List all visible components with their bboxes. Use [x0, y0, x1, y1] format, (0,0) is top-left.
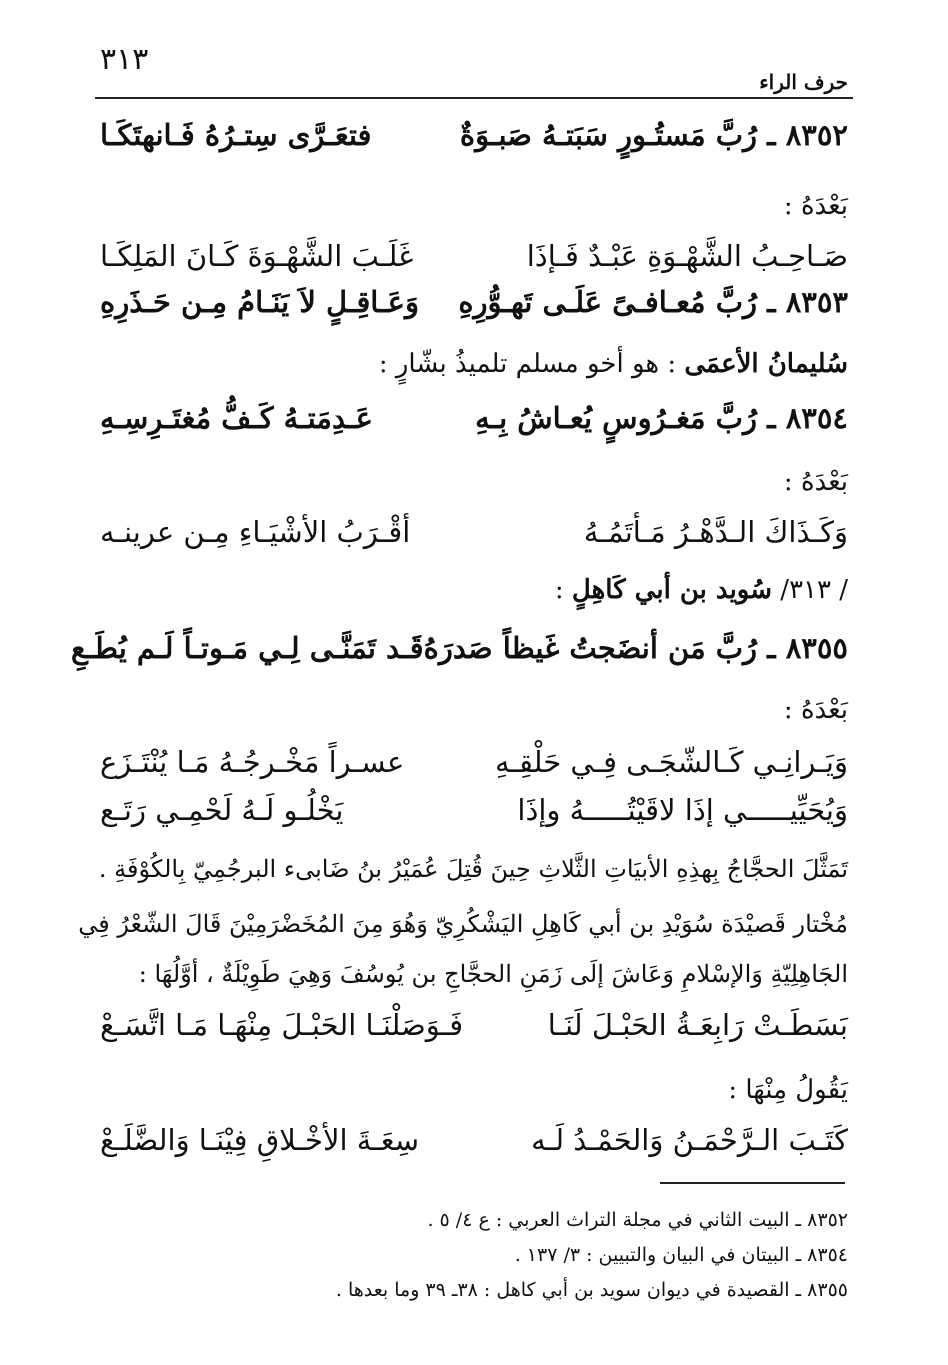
prose-line: تَمَثَّلَ الحجَّاجُ بِهذِهِ الأبيَاتِ الثَّلاثِ حِينَ قُتِلَ عُمَيْرُ بنُ ضَابىء البرجُمِيّ بِالكُوْفَةِ .: [98, 855, 848, 883]
verse-second-hemistich: فَـوَصَلْنَـا الحَبْـلَ مِنْهَـا مَـا اتَّسَـعْ: [100, 1008, 464, 1042]
poet-heading-sulayman: [100, 344, 848, 384]
verse-first-hemistich: ٨٣٥٥ ـ رُبَّ مَن أنضَجتُ غَيظاً صَدرَهُ: [423, 631, 848, 665]
footnote: ٨٣٥٢ ـ البيت الثاني في مجلة التراث العربي : ع ٤/ ٥ .: [427, 1209, 848, 1231]
footnote-rule: [660, 1182, 845, 1184]
verse-second-hemistich: قَـد تَمَنَّـى لِـي مَـوتـاً لَـم يُطَـعِ: [70, 631, 424, 665]
verse-8354: [100, 398, 848, 438]
page-reference: / ٣١٣/: [780, 575, 848, 605]
verse-8354-b: [100, 512, 848, 552]
verse-8352-b: [100, 236, 848, 276]
verse-first-hemistich: ٨٣٥٢ ـ رُبَّ مَستُـورٍ سَبَتـهُ صَبـوَةٌ: [459, 118, 848, 152]
verse-second-hemistich: فتعَـرَّى سِتـرُهُ فَـانهتَكَـا: [100, 118, 372, 152]
running-title: حرف الراء: [759, 70, 848, 94]
verse-second-hemistich: عَـدِمَتـهُ كَـفُّ مُغتَـرِسِـهِ: [100, 401, 373, 435]
verse-8355-c: [100, 790, 848, 830]
verse-second-hemistich: عسـراً مَخْـرجُـهُ مَـا يُنْتَـزَع: [100, 745, 405, 779]
verse-8352: [100, 115, 848, 155]
prose-line: الجَاهِلِيّةِ وَالإسْلامِ وَعَاشَ إلَى زَمَنِ الحجَّاجِ بن يُوسُفَ وَهِيَ طَوِيْلَةٌ ، أوَّلُهَا :: [138, 960, 848, 988]
verse-8355-d: [100, 1005, 848, 1045]
verse-first-hemistich: وَيُحَيِّيـــــي إذَا لاقَيْتُـــــهُ وإذَا: [517, 793, 848, 827]
verse-first-hemistich: وَيَـرانِـي كَـالشّجَـى فِـي حَلْقِـهِ: [494, 745, 848, 779]
verse-8353: [100, 282, 848, 322]
after-label: بَعْدَهُ :: [783, 467, 848, 497]
footnote: ٨٣٥٤ ـ البيتان في البيان والتبيين : ٣/ ١٣٧ .: [514, 1244, 848, 1266]
verse-8355: [70, 628, 848, 668]
verse-first-hemistich: كَتَـبَ الـرَّحْمَـنُ وَالحَمْـدُ لَـه: [531, 1123, 848, 1157]
header-rule: [95, 97, 853, 99]
after-label: بَعْدَهُ :: [783, 695, 848, 725]
prose-line: مُخْتار قَصيْدَة سُوَيْدِ بن أبي كَاهِلِ اليَشْكُرِيّ وَهُوَ مِنَ المُخَضْرَمِيْنَ قَالَ الشّعْرُ فِي: [78, 910, 848, 938]
verse-8355-e: [100, 1120, 848, 1160]
verse-second-hemistich: غَلَـبَ الشَّهْـوَةَ كَـانَ المَلِكَـا: [100, 239, 414, 273]
poet-colon: :: [554, 575, 564, 605]
verse-second-hemistich: وَعَـاقِـلٍ لاَ يَنَـامُ مِـن حَـذَرِهِ: [100, 285, 419, 319]
verse-first-hemistich: ٨٣٥٤ ـ رُبَّ مَغـرُوسٍ يُعـاشُ بِـهِ: [475, 401, 848, 435]
after-label: يَقُولُ مِنْهَا :: [728, 1075, 848, 1105]
poet-note: : هو أخو مسلم تلميذُ بشّارٍ :: [378, 349, 677, 379]
verse-second-hemistich: أقْـرَبُ الأشْيَـاءِ مِـن عرينـه: [100, 515, 411, 549]
poet-name: سُويد بن أبي كَاهِلٍ: [571, 575, 773, 605]
page-number: ٣١٣: [100, 42, 149, 77]
after-label: بَعْدَهُ :: [783, 191, 848, 221]
verse-first-hemistich: صَـاحِـبُ الشَّهْـوَةِ عَبْـدٌ فَـإذَا: [526, 239, 848, 273]
verse-first-hemistich: ٨٣٥٣ ـ رُبَّ مُعـافـىً عَلَـى تَهـوُّرِهِ: [458, 285, 848, 319]
verse-second-hemistich: سِعَـةَ الأخْـلاقِ فِيْنَـا وَالضَّلَـعْ: [100, 1123, 420, 1157]
verse-8355-b: [100, 742, 848, 782]
verse-first-hemistich: بَسَطَـتْ رَابِعَـةُ الحَبْـلَ لَنَـا: [547, 1008, 848, 1042]
verse-first-hemistich: وَكَـذَاكَ الـدَّهْـرُ مَـأتَمُـهُ: [583, 515, 848, 549]
verse-second-hemistich: يَخْلُـو لَـهُ لَحْمِـي رَتَـع: [100, 793, 344, 827]
poet-heading-suwayd: [100, 570, 848, 610]
footnote: ٨٣٥٥ ـ القصيدة في ديوان سويد بن أبي كاهل : ٣٨ـ ٣٩ وما بعدها .: [335, 1279, 848, 1301]
poet-name: سُليمانُ الأعمَى: [684, 349, 848, 379]
